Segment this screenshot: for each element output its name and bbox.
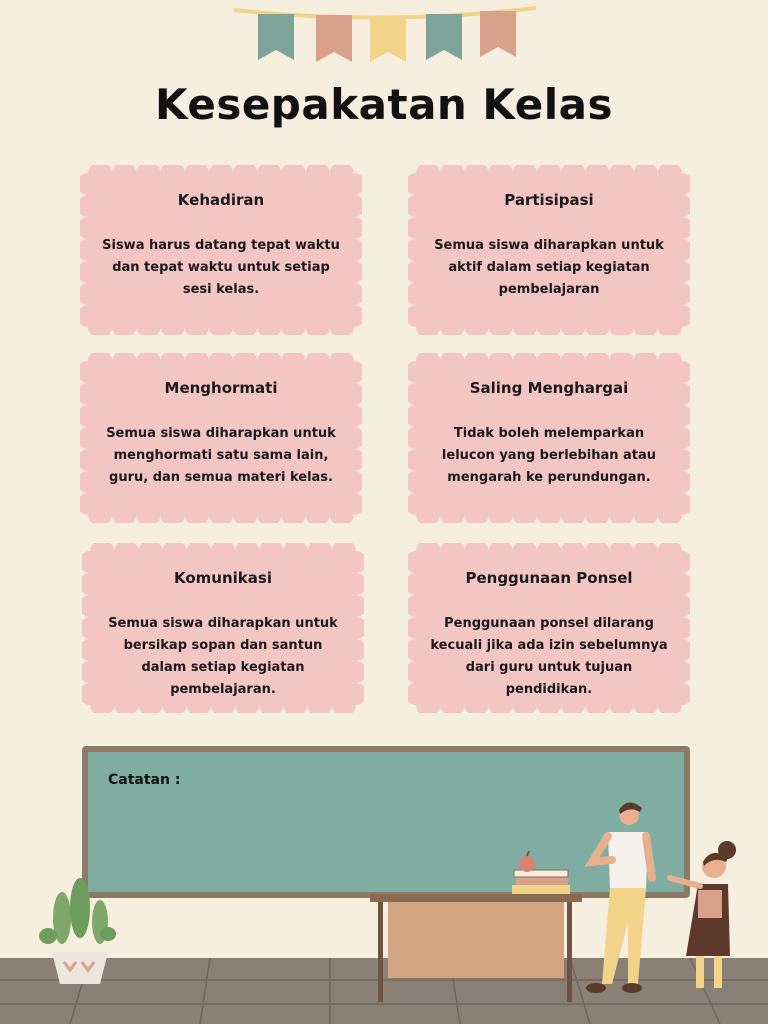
notes-board [82, 746, 690, 898]
rule-description: Semua siswa diharapkan untuk menghormati satu sama lain, guru, dan semua materi kelas. [106, 426, 336, 485]
rule-card [80, 165, 362, 335]
rule-description: Semua siswa diharapkan untuk aktif dalam setiap kegiatan pembelajaran [434, 238, 664, 297]
rule-description: Tidak boleh melemparkan lelucon yang berlebihan atau mengarah ke perundungan. [441, 426, 657, 485]
rule-title: Saling Menghargai [469, 379, 629, 397]
rule-card [408, 353, 690, 523]
rule-title: Penggunaan Ponsel [465, 569, 633, 587]
rule-title: Menghormati [164, 379, 278, 397]
rule-title: Partisipasi [504, 191, 594, 209]
rule-card [80, 353, 362, 523]
bunting-flags [230, 2, 540, 72]
rule-title: Kehadiran [177, 191, 265, 209]
notes-label: Catatan : [108, 772, 181, 788]
page-title: Kesepakatan Kelas [155, 80, 613, 129]
rule-description: Semua siswa diharapkan untuk bersikap sopan dan santun dalam setiap kegiatan pembelajaran. [108, 616, 338, 697]
rule-description: Siswa harus datang tepat waktu dan tepat waktu untuk setiap sesi kelas. [102, 238, 340, 297]
rule-card [408, 543, 690, 713]
floor [0, 958, 768, 1024]
rule-card [408, 165, 690, 335]
rule-title: Komunikasi [174, 569, 272, 587]
rule-card [82, 543, 364, 713]
rule-description: Penggunaan ponsel dilarang kecuali jika ada izin sebelumnya dari guru untuk tujuan pendidikan. [430, 616, 668, 697]
